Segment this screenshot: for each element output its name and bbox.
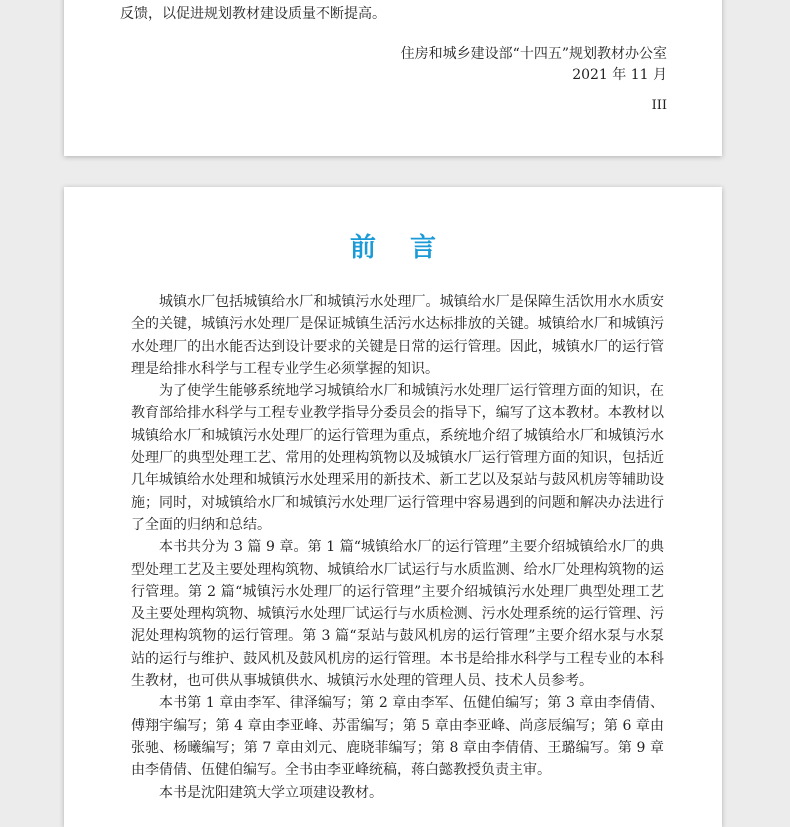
previous-page [64, 0, 722, 156]
page-title: 前言 [349, 233, 470, 263]
paragraph: 为了使学生能够系统地学习城镇给水厂和城镇污水处理厂运行管理方面的知识，在教育部给排水科学与工程专业教学指导分委员会的指导下，编写了这本教材。本教材以城镇给水厂和城镇污水处理厂的运行管理为重点，系统地介绍了城镇给水厂和城镇污水处理厂的典型处理工艺、常用的处理构筑物以及城镇水厂运行管理方面的知识，包括近几年城镇给水处理和城镇污水处理采用的新技术、新工艺以及泵站与鼓风机房等辅助设施；同时，对城镇给水厂和城镇污水处理厂运行管理中容易遇到的问题和解决办法进行了全面的归纳和总结。 [131, 383, 664, 533]
paragraph: 城镇水厂包括城镇给水厂和城镇污水处理厂。城镇给水厂是保障生活饮用水水质安全的关键，城镇污水处理厂是保证城镇生活污水达标排放的关键。城镇给水厂和城镇污水处理厂的出水能否达到设计要求的关键是日常的运行管理。因此，城镇水厂的运行管理是给排水科学与工程专业学生必须掌握的知识。 [131, 294, 664, 377]
page-number: III [651, 98, 667, 113]
signature-organization: 住房和城乡建设部“十四五”规划教材办公室 [400, 46, 667, 62]
paragraph-last-line: 反馈，以促进规划教材建设质量不断提高。 [120, 6, 386, 22]
signature-date: 2021 年 11 月 [572, 67, 667, 83]
paragraph: 本书共分为 3 篇 9 章。第 1 篇“城镇给水厂的运行管理”主要介绍城镇给水厂的典型处理工艺及主要处理构筑物、城镇给水厂试运行与水质监测、给水厂处理构筑物的运行管理。第 2 篇“城镇污水处理厂的运行管理”主要介绍城镇污水处理厂典型处理工艺及主要处理构筑物、城镇污水处理厂试运行与水质检测、污水处理系统的运行管理、污泥处理构筑物的运行管理。第 3 篇“泵站与鼓风机房的运行管理”主要介绍水泵与水泵站的运行与维护、鼓风机及鼓风机房的运行管理。本书是给排水科学与工程专业的本科生教材，也可供从事城镇供水、城镇污水处理的管理人员、技术人员参考。 [131, 539, 664, 690]
paragraph: 本书第 1 章由李军、律泽编写；第 2 章由李军、伍健伯编写；第 3 章由李倩倩、傅翔宇编写；第 4 章由李亚峰、苏雷编写；第 5 章由李亚峰、尚彦辰编写；第 6 章由张驰、杨曦编写；第 7 章由刘元、鹿晓菲编写；第 8 章由李倩倩、王璐编写。第 9 章由李倩倩、伍健伯编写。全书由李亚峰统稿，蒋白懿教授负责主审。 [131, 695, 664, 779]
paragraph: 本书是沈阳建筑大学立项建设教材。 [159, 784, 383, 801]
preface-page [64, 187, 722, 827]
preface-body [131, 291, 664, 804]
